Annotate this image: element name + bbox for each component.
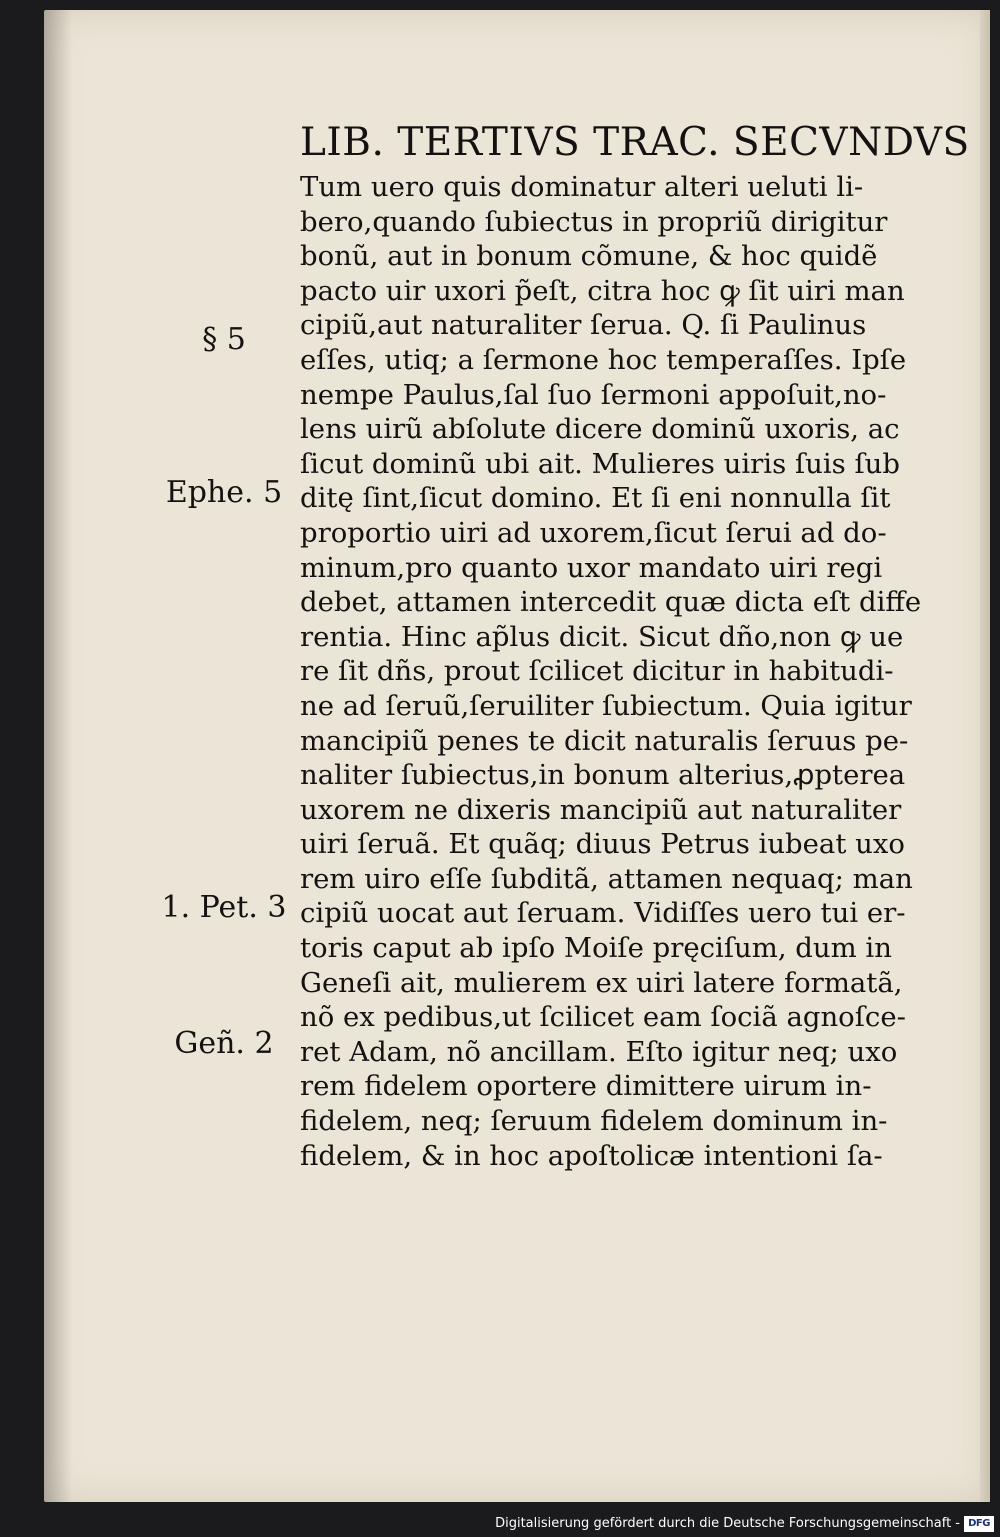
text-line: pacto uir uxori p̃eſt, citra hoc ꝙ ſit uiri man (300, 274, 905, 307)
text-line: bero,quando ſubiectus in propriũ dirigitur (300, 205, 888, 238)
margin-note-ephesians: Ephe. 5 (165, 475, 283, 510)
text-line: Geneſi ait, mulierem ex uiri latere formatã, (300, 966, 903, 999)
text-line: rem fidelem oportere dimittere uirum in- (300, 1070, 872, 1103)
dfg-logo-icon: DFG (964, 1516, 994, 1532)
text-line: proportio uiri ad uxorem,ſicut ſerui ad do- (300, 516, 887, 549)
text-line: ſicut dominũ ubi ait. Mulieres uiris ſuis ſub (300, 447, 900, 480)
text-line: ne ad ſeruũ,ſeruiliter ſubiectum. Quia igitur (300, 689, 912, 722)
text-line: fidelem, neq; ſeruum fidelem dominum in- (300, 1105, 888, 1138)
text-line: toris caput ab ipſo Moiſe pręciſum, dum in (300, 932, 892, 965)
text-line: nõ ex pedibus,ut ſcilicet eam ſociã agnoſce- (300, 1001, 906, 1034)
text-line: debet, attamen intercedit quæ dicta eſt diffe (300, 586, 922, 619)
text-line: Tum uero quis dominatur alteri ueluti li- (300, 171, 864, 203)
footer-bar (0, 1502, 1000, 1537)
spine-shadow (44, 10, 72, 1502)
text-line: cipiũ uocat aut ſeruam. Vidiſſes uero tui er- (300, 897, 906, 930)
text-line: nempe Paulus,ſal ſuo ſermoni appoſuit,no- (300, 378, 887, 411)
page-edge (980, 10, 990, 1502)
text-line: re ſit dñs, prout ſcilicet dicitur in habitudi- (300, 655, 894, 688)
text-line: minum,pro quanto uxor mandato uiri regi (300, 551, 883, 584)
book-page (44, 10, 990, 1502)
text-line: cipiũ,aut naturaliter ſerua. Q. ſi Paulinus (300, 309, 867, 342)
text-line: rentia. Hinc ap̃lus dicit. Sicut dño,non ꝙ ue (300, 620, 904, 653)
margin-note-genesis: Geñ. 2 (174, 1026, 274, 1061)
text-line: naliter ſubiectus,in bonum alterius,ꝓpterea (300, 759, 906, 792)
text-line: ret Adam, nõ ancillam. Eſto igitur neq; uxo (300, 1035, 898, 1068)
running-head: LIB. TERTIVS TRAC. SECVNDVS (300, 120, 970, 165)
text-line: ditę ſint,ſicut domino. Et ſi eni nonnulla ſit (300, 482, 891, 515)
text-line: rem uiro eſſe ſubditã, attamen nequaq; man (300, 862, 913, 895)
text-line: lens uirũ abſolute dicere dominũ uxoris, ac (300, 413, 900, 446)
text-line: bonũ, aut in bonum cõmune, & hoc quidẽ (300, 240, 878, 273)
text-line: eſſes, utiq; a ſermone hoc temperaſſes. Ipſe (300, 343, 907, 376)
body-text (300, 170, 980, 1173)
margin-note-peter: 1. Pet. 3 (161, 890, 287, 925)
margin-note-section: § 5 (202, 322, 246, 357)
text-line: uxorem ne dixeris mancipiũ aut naturaliter (300, 793, 902, 826)
text-line: fidelem, & in hoc apoſtolicæ intentioni ſa- (300, 1139, 883, 1172)
digitization-credit: Digitalisierung gefördert durch die Deutsche Forschungsgemeinschaft - (495, 1516, 960, 1531)
text-line: mancipiũ penes te dicit naturalis ſeruus pe- (300, 724, 909, 757)
text-line: uiri ſeruã. Et quãq; diuus Petrus iubeat uxo (300, 828, 905, 861)
